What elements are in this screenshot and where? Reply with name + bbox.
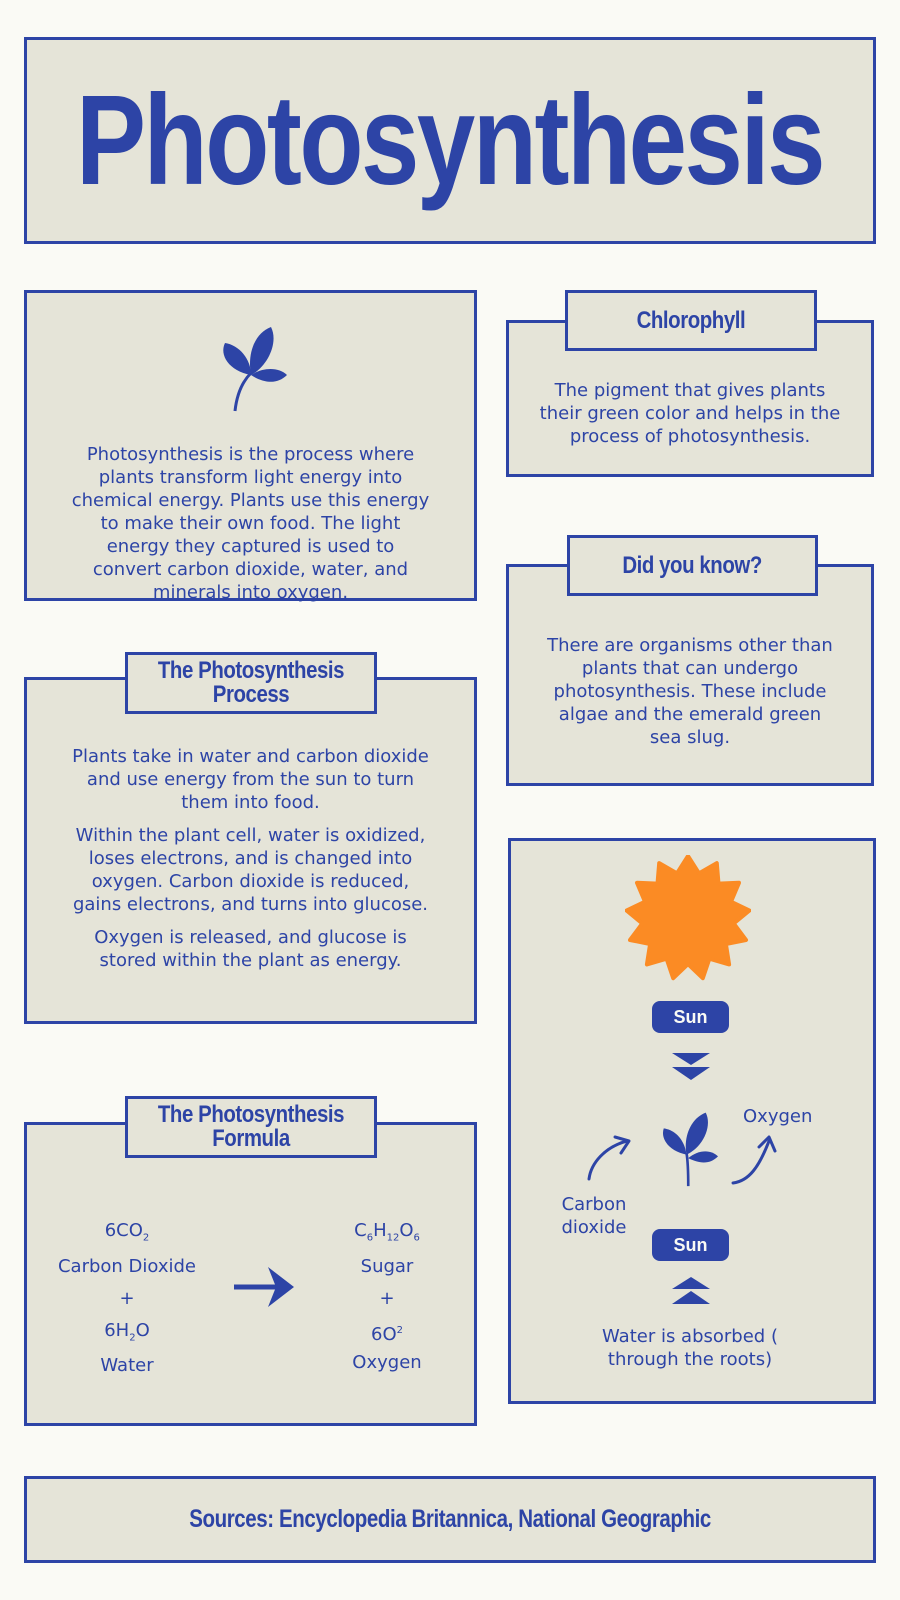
arrow-right-icon: [232, 1265, 296, 1309]
chlorophyll-heading-tab: [565, 290, 817, 351]
plus-sign: +: [379, 1287, 395, 1309]
glucose-name: Sugar: [360, 1255, 414, 1277]
oxygen-formula: $6O^2$: [371, 1323, 403, 1345]
process-text: [67, 745, 434, 972]
process-heading: The Photosynthesis Process: [157, 657, 345, 708]
process-paragraph: Plants take in water and carbon dioxide and use energy from the sun to turn them into food.: [72, 746, 429, 813]
process-card: [24, 677, 477, 1024]
photosynthesis-diagram: [508, 838, 876, 1404]
sources-text: Sources: Encyclopedia Britannica, National Geographic: [189, 1505, 711, 1533]
carbon-dioxide-label: Carbon dioxide: [561, 1194, 627, 1238]
sun-icon: [625, 855, 751, 981]
title-banner: [24, 37, 876, 244]
water-absorbed-label: Water is absorbed ( through the roots): [602, 1326, 778, 1370]
did-you-know-heading: Did you know?: [622, 551, 763, 579]
leaf-icon: [213, 323, 293, 413]
co2-name: Carbon Dioxide: [57, 1255, 197, 1277]
process-paragraph: Within the plant cell, water is oxidized, loses electrons, and is changed into oxygen. Carbon dioxide is reduced, gains electrons, and turns into glucose.: [72, 825, 429, 915]
intro-text: Photosynthesis is the process where plants transform light energy into chemical energy. Plants use this energy to make their own food. The light energy they captured is used to convert carbon dioxide, water, and minerals into oxygen.: [71, 444, 430, 603]
plus-sign: +: [119, 1287, 135, 1309]
process-heading-tab: [125, 652, 377, 714]
did-you-know-heading-tab: [567, 535, 818, 596]
curved-arrow-up-right-icon: [729, 1133, 785, 1189]
oxygen-name: Oxygen: [352, 1351, 422, 1373]
did-you-know-text: There are organisms other than plants that can undergo photosynthesis. These include algae and the emerald green sea slug.: [547, 635, 833, 748]
sun-label-top: Sun: [652, 1001, 729, 1033]
chlorophyll-text: The pigment that gives plants their green color and helps in the process of photosynthesis.: [539, 380, 841, 447]
chlorophyll-heading: Chlorophyll: [636, 306, 746, 334]
leaf-icon: [655, 1106, 725, 1191]
formula-heading-tab: [125, 1096, 377, 1158]
oxygen-label: Oxygen: [743, 1106, 813, 1127]
page-title: Photosynthesis: [76, 68, 824, 212]
co2-formula: $6CO_2$: [104, 1220, 150, 1244]
did-you-know-card: [506, 564, 874, 786]
glucose-formula: $C_6H_{12}O_6$: [354, 1220, 420, 1244]
double-chevron-down-icon: [672, 1053, 710, 1081]
sun-shape: [627, 856, 750, 978]
process-paragraph: Oxygen is released, and glucose is stored within the plant as energy.: [94, 927, 407, 971]
formula-heading: The Photosynthesis Formula: [157, 1101, 345, 1152]
curved-arrow-up-right-icon: [583, 1133, 639, 1185]
double-chevron-up-icon: [672, 1277, 710, 1305]
formula-card: [24, 1122, 477, 1426]
intro-card: [24, 290, 477, 601]
formula-right: [327, 1217, 447, 1377]
water-name: Water: [100, 1355, 154, 1377]
sources-footer: [24, 1476, 876, 1563]
formula-left: [47, 1217, 207, 1380]
water-formula: $6H_2O$: [104, 1319, 150, 1344]
sun-label-bottom: Sun: [652, 1229, 729, 1261]
